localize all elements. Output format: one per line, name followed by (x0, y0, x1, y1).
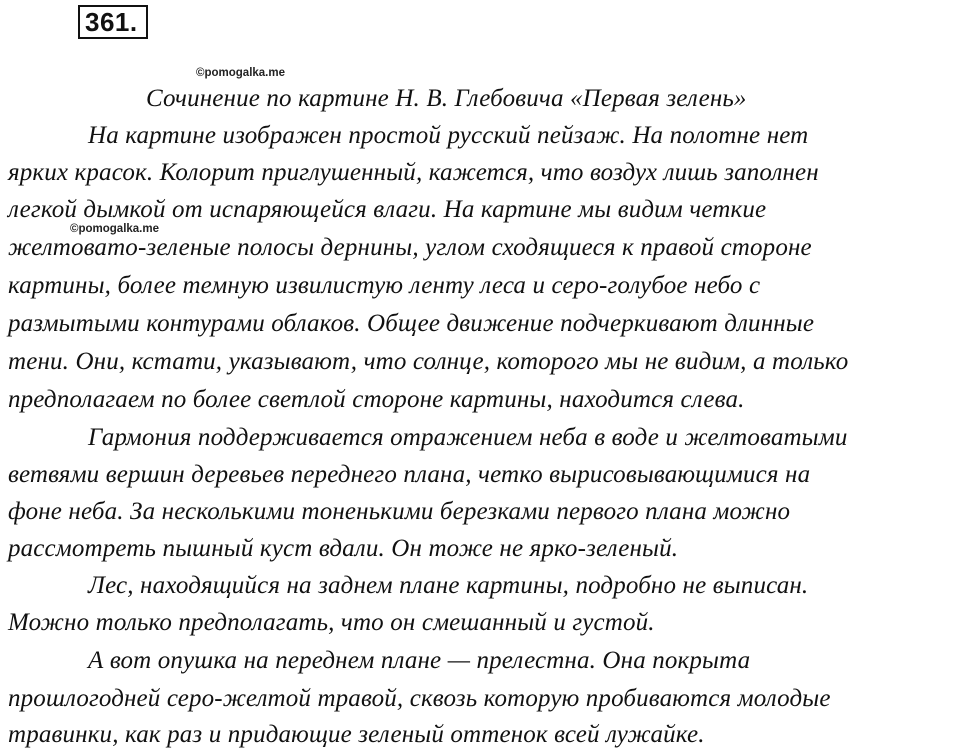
text-line: Гармония поддерживается отражением неба в воде и желтоватыми (88, 424, 848, 451)
text-line: желтовато-зеленые полосы дернины, углом сходящиеся к правой стороне (8, 234, 812, 261)
text-line: картины, более темную извилистую ленту леса и серо-голубое небо с (8, 272, 761, 299)
text-line: тени. Они, кстати, указывают, что солнце, которого мы не видим, а только (8, 348, 849, 375)
text-line: рассмотреть пышный куст вдали. Он тоже не ярко-зеленый. (8, 535, 679, 562)
watermark: ©pomogalka.me (70, 223, 159, 235)
text-line: прошлогодней серо-желтой травой, сквозь которую пробиваются молодые (8, 685, 831, 712)
text-line: ярких красок. Колорит приглушенный, кажется, что воздух лишь заполнен (8, 159, 819, 186)
text-line: легкой дымкой от испаряющейся влаги. На картине мы видим четкие (8, 196, 767, 223)
essay-title: Сочинение по картине Н. В. Глебовича «Первая зелень» (146, 85, 747, 112)
text-line: На картине изображен простой русский пейзаж. На полотне нет (88, 122, 809, 149)
exercise-number: 361. (78, 5, 148, 39)
text-line: размытыми контурами облаков. Общее движение подчеркивают длинные (8, 310, 815, 337)
text-line: ветвями вершин деревьев переднего плана, четко вырисовывающимися на (8, 461, 811, 488)
text-line: фоне неба. За несколькими тоненькими березками первого плана можно (8, 498, 791, 525)
text-line: травинки, как раз и придающие зеленый оттенок всей лужайке. (8, 721, 705, 748)
text-line: Можно только предполагать, что он смешанный и густой. (8, 609, 655, 636)
watermark: ©pomogalka.me (196, 67, 285, 79)
text-line: Лес, находящийся на заднем плане картины, подробно не выписан. (88, 572, 809, 599)
text-line: А вот опушка на переднем плане — прелестна. Она покрыта (88, 647, 751, 674)
text-line: предполагаем по более светлой стороне картины, находится слева. (8, 386, 745, 413)
